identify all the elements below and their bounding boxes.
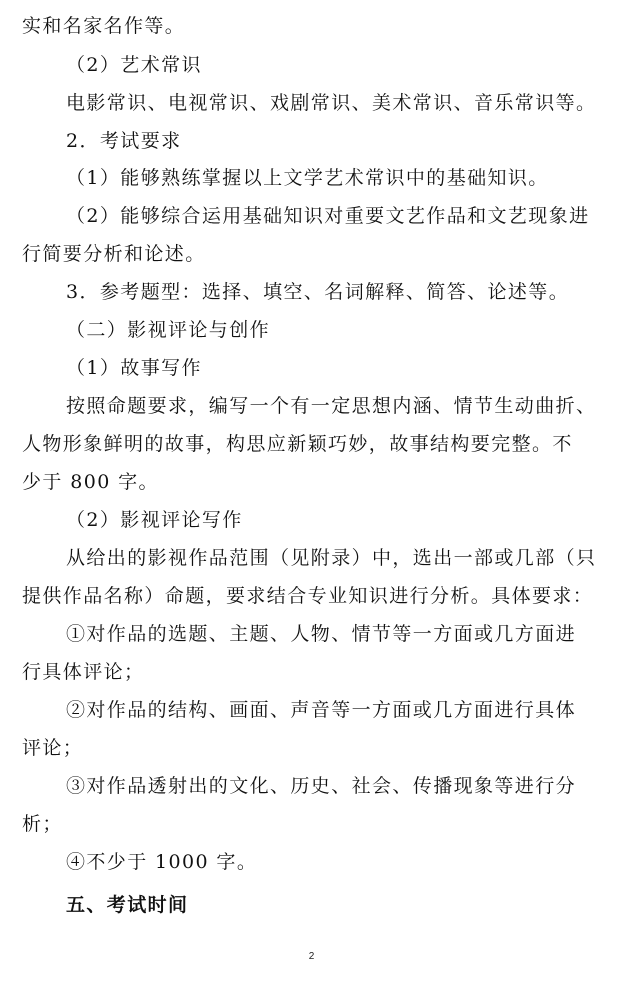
text-line: 3．参考题型：选择、填空、名词解释、简答、论述等。	[66, 281, 570, 303]
text-line: 人物形象鲜明的故事，构思应新颖巧妙，故事结构要完整。不	[22, 433, 573, 455]
text-line: 析；	[22, 813, 63, 835]
text-line: 提供作品名称）命题，要求结合专业知识进行分析。具体要求：	[22, 585, 594, 607]
text-line: （1）能够熟练掌握以上文学艺术常识中的基础知识。	[66, 167, 549, 189]
page-number: 2	[308, 951, 315, 962]
text-line: 2．考试要求	[66, 130, 182, 152]
text-line: 按照命题要求，编写一个有一定思想内涵、情节生动曲折、	[66, 395, 597, 417]
text-line: 少于 800 字。	[22, 471, 159, 493]
text-line: ①对作品的选题、主题、人物、情节等一方面或几方面进	[66, 623, 577, 645]
text-line: 行简要分析和论述。	[22, 243, 206, 265]
text-line: 行具体评论；	[22, 661, 145, 683]
text-line: 评论；	[22, 737, 84, 759]
text-line: ②对作品的结构、画面、声音等一方面或几方面进行具体	[66, 699, 577, 721]
text-line: 实和名家名作等。	[22, 15, 186, 37]
text-line: 电影常识、电视常识、戏剧常识、美术常识、音乐常识等。	[66, 92, 597, 114]
text-line: （1）故事写作	[66, 357, 202, 379]
text-line: （二）影视评论与创作	[66, 319, 271, 341]
section-heading: 五、考试时间	[66, 894, 189, 916]
text-line: （2）艺术常识	[66, 54, 202, 76]
text-line: ③对作品透射出的文化、历史、社会、传播现象等进行分	[66, 775, 577, 797]
text-line: （2）影视评论写作	[66, 509, 243, 531]
text-line: （2）能够综合运用基础知识对重要文艺作品和文艺现象进	[66, 205, 590, 227]
text-line: 从给出的影视作品范围（见附录）中，选出一部或几部（只	[66, 547, 597, 569]
text-line: ④不少于 1000 字。	[66, 851, 258, 873]
